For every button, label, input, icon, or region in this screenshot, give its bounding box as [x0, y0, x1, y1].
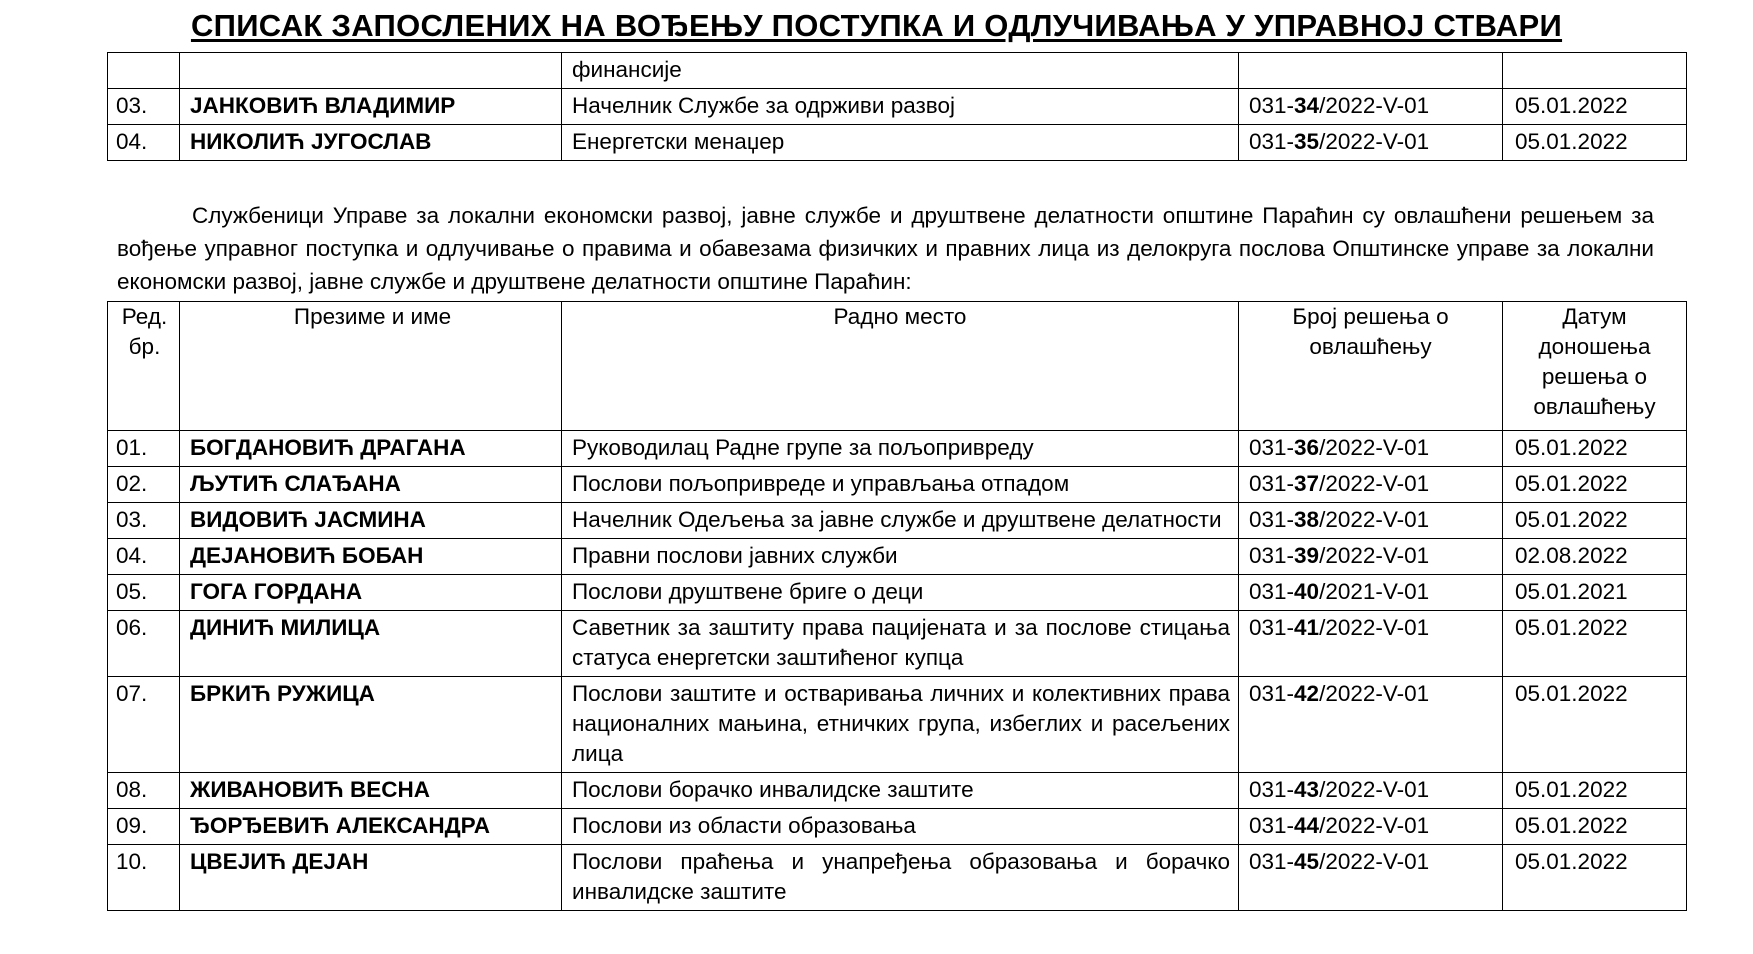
employee-name: ЉУТИЋ СЛАЂАНА — [180, 467, 562, 503]
decision-prefix: 031- — [1249, 681, 1295, 706]
row-number — [108, 53, 180, 89]
intro-paragraph: Службеници Управе за локални економски развој, јавне службе и друштвене делатности општине Параћин су овлашћени решењем за вођење управног поступка и одлучивање о правима и обавезама физичких и правних лица из делокруга послова Општинске управе за локални економски развој, јавне службе и друштвене делатности општине Параћин: — [117, 203, 1654, 294]
decision-date: 05.01.2022 — [1503, 677, 1687, 773]
decision-number — [1239, 845, 1503, 911]
table-row — [108, 53, 1687, 89]
decision-suffix: /2022-V-01 — [1319, 93, 1430, 118]
table-row — [108, 503, 1687, 539]
decision-date: 05.01.2022 — [1503, 467, 1687, 503]
employee-name: ДИНИЋ МИЛИЦА — [180, 611, 562, 677]
decision-suffix: /2022-V-01 — [1319, 129, 1430, 154]
decision-serial: 40 — [1294, 579, 1320, 604]
decision-date: 05.01.2022 — [1503, 611, 1687, 677]
decision-prefix: 031- — [1249, 435, 1295, 460]
decision-number — [1239, 539, 1503, 575]
decision-number — [1239, 611, 1503, 677]
employees-table-2 — [107, 301, 1687, 911]
decision-prefix: 031- — [1249, 579, 1295, 604]
decision-date: 05.01.2022 — [1503, 89, 1687, 125]
decision-serial: 34 — [1294, 93, 1320, 118]
table-row — [108, 89, 1687, 125]
decision-suffix: /2022-V-01 — [1319, 777, 1430, 802]
decision-date — [1503, 53, 1687, 89]
decision-date: 05.01.2022 — [1503, 809, 1687, 845]
table-row — [108, 611, 1687, 677]
employee-name: БРКИЋ РУЖИЦА — [180, 677, 562, 773]
job-position: Начелник Одељења за јавне службе и друштвене делатности — [562, 503, 1239, 539]
job-position: финансије — [562, 53, 1239, 89]
employee-name: ЂОРЂЕВИЋ АЛЕКСАНДРА — [180, 809, 562, 845]
table-row — [108, 467, 1687, 503]
job-position: Послови друштвене бриге о деци — [562, 575, 1239, 611]
decision-number — [1239, 467, 1503, 503]
table-row — [108, 431, 1687, 467]
table-row — [108, 677, 1687, 773]
table-header-row — [108, 302, 1687, 431]
table-row — [108, 539, 1687, 575]
employee-name: ДЕЈАНОВИЋ БОБАН — [180, 539, 562, 575]
document-title: СПИСАК ЗАПОСЛЕНИХ НА ВОЂЕЊУ ПОСТУПКА И ОДЛУЧИВАЊА У УПРАВНОЈ СТВАРИ — [190, 8, 1563, 43]
decision-serial: 45 — [1294, 849, 1320, 874]
decision-suffix: /2022-V-01 — [1319, 681, 1430, 706]
decision-prefix: 031- — [1249, 777, 1295, 802]
decision-prefix: 031- — [1249, 507, 1295, 532]
decision-date: 02.08.2022 — [1503, 539, 1687, 575]
decision-number — [1239, 125, 1503, 161]
employee-name: ЦВЕЈИЋ ДЕЈАН — [180, 845, 562, 911]
row-number: 06. — [108, 611, 180, 677]
decision-suffix: /2022-V-01 — [1319, 543, 1430, 568]
decision-date: 05.01.2022 — [1503, 503, 1687, 539]
header-date: Датум доношења решења о овлашћењу — [1503, 302, 1687, 431]
decision-prefix: 031- — [1249, 129, 1295, 154]
job-position: Правни послови јавних служби — [562, 539, 1239, 575]
job-position: Руководилац Радне групе за пољопривреду — [562, 431, 1239, 467]
decision-number — [1239, 677, 1503, 773]
employee-name: БОГДАНОВИЋ ДРАГАНА — [180, 431, 562, 467]
row-number: 03. — [108, 503, 180, 539]
row-number: 04. — [108, 125, 180, 161]
decision-prefix: 031- — [1249, 615, 1295, 640]
decision-prefix: 031- — [1249, 93, 1295, 118]
decision-serial: 43 — [1294, 777, 1320, 802]
employee-name: ГОГА ГОРДАНА — [180, 575, 562, 611]
row-number: 08. — [108, 773, 180, 809]
job-position: Послови борачко инвалидске заштите — [562, 773, 1239, 809]
row-number: 09. — [108, 809, 180, 845]
decision-serial: 35 — [1294, 129, 1320, 154]
decision-suffix: /2022-V-01 — [1319, 813, 1430, 838]
decision-prefix: 031- — [1249, 543, 1295, 568]
header-name: Презиме и име — [180, 302, 562, 431]
employee-name — [180, 53, 562, 89]
row-number: 02. — [108, 467, 180, 503]
decision-number — [1239, 773, 1503, 809]
decision-serial: 39 — [1294, 543, 1320, 568]
decision-suffix: /2021-V-01 — [1319, 579, 1430, 604]
decision-number — [1239, 431, 1503, 467]
row-number: 04. — [108, 539, 180, 575]
decision-suffix: /2022-V-01 — [1319, 471, 1430, 496]
job-position: Послови пољопривреде и управљања отпадом — [562, 467, 1239, 503]
decision-suffix: /2022-V-01 — [1319, 849, 1430, 874]
decision-date: 05.01.2022 — [1503, 431, 1687, 467]
decision-number — [1239, 53, 1503, 89]
decision-date: 05.01.2021 — [1503, 575, 1687, 611]
row-number: 03. — [108, 89, 180, 125]
table-row — [108, 773, 1687, 809]
decision-prefix: 031- — [1249, 849, 1295, 874]
row-number: 01. — [108, 431, 180, 467]
employee-name: ВИДОВИЋ ЈАСМИНА — [180, 503, 562, 539]
job-position: Послови из области образовања — [562, 809, 1239, 845]
table-row — [108, 809, 1687, 845]
header-no: Ред. бр. — [108, 302, 180, 431]
decision-number — [1239, 503, 1503, 539]
decision-date: 05.01.2022 — [1503, 773, 1687, 809]
employees-table-1 — [107, 52, 1687, 161]
table-row — [108, 845, 1687, 911]
row-number: 05. — [108, 575, 180, 611]
decision-serial: 37 — [1294, 471, 1320, 496]
row-number: 10. — [108, 845, 180, 911]
employee-name: ЖИВАНОВИЋ ВЕСНА — [180, 773, 562, 809]
decision-serial: 38 — [1294, 507, 1320, 532]
decision-suffix: /2022-V-01 — [1319, 615, 1430, 640]
decision-date: 05.01.2022 — [1503, 845, 1687, 911]
employee-name: НИКОЛИЋ ЈУГОСЛАВ — [180, 125, 562, 161]
employee-name: ЈАНКОВИЋ ВЛАДИМИР — [180, 89, 562, 125]
table-row — [108, 125, 1687, 161]
decision-serial: 41 — [1294, 615, 1320, 640]
header-decision: Број решења о овлашћењу — [1239, 302, 1503, 431]
decision-suffix: /2022-V-01 — [1319, 507, 1430, 532]
decision-number — [1239, 809, 1503, 845]
decision-serial: 36 — [1294, 435, 1320, 460]
decision-number — [1239, 89, 1503, 125]
job-position: Послови праћења и унапређења образовања и борачко инвалидске заштите — [562, 845, 1239, 911]
decision-serial: 42 — [1294, 681, 1320, 706]
decision-date: 05.01.2022 — [1503, 125, 1687, 161]
job-position: Енергетски менаџер — [562, 125, 1239, 161]
job-position: Послови заштите и остваривања личних и колективних права националних мањина, етничких група, избеглих и расељених лица — [562, 677, 1239, 773]
row-number: 07. — [108, 677, 180, 773]
table-row — [108, 575, 1687, 611]
decision-prefix: 031- — [1249, 471, 1295, 496]
decision-number — [1239, 575, 1503, 611]
job-position: Саветник за заштиту права пацијената и за послове стицања статуса енергетски заштићеног купца — [562, 611, 1239, 677]
decision-prefix: 031- — [1249, 813, 1295, 838]
decision-serial: 44 — [1294, 813, 1320, 838]
header-position: Радно место — [562, 302, 1239, 431]
job-position: Начелник Службе за одрживи развој — [562, 89, 1239, 125]
decision-suffix: /2022-V-01 — [1319, 435, 1430, 460]
